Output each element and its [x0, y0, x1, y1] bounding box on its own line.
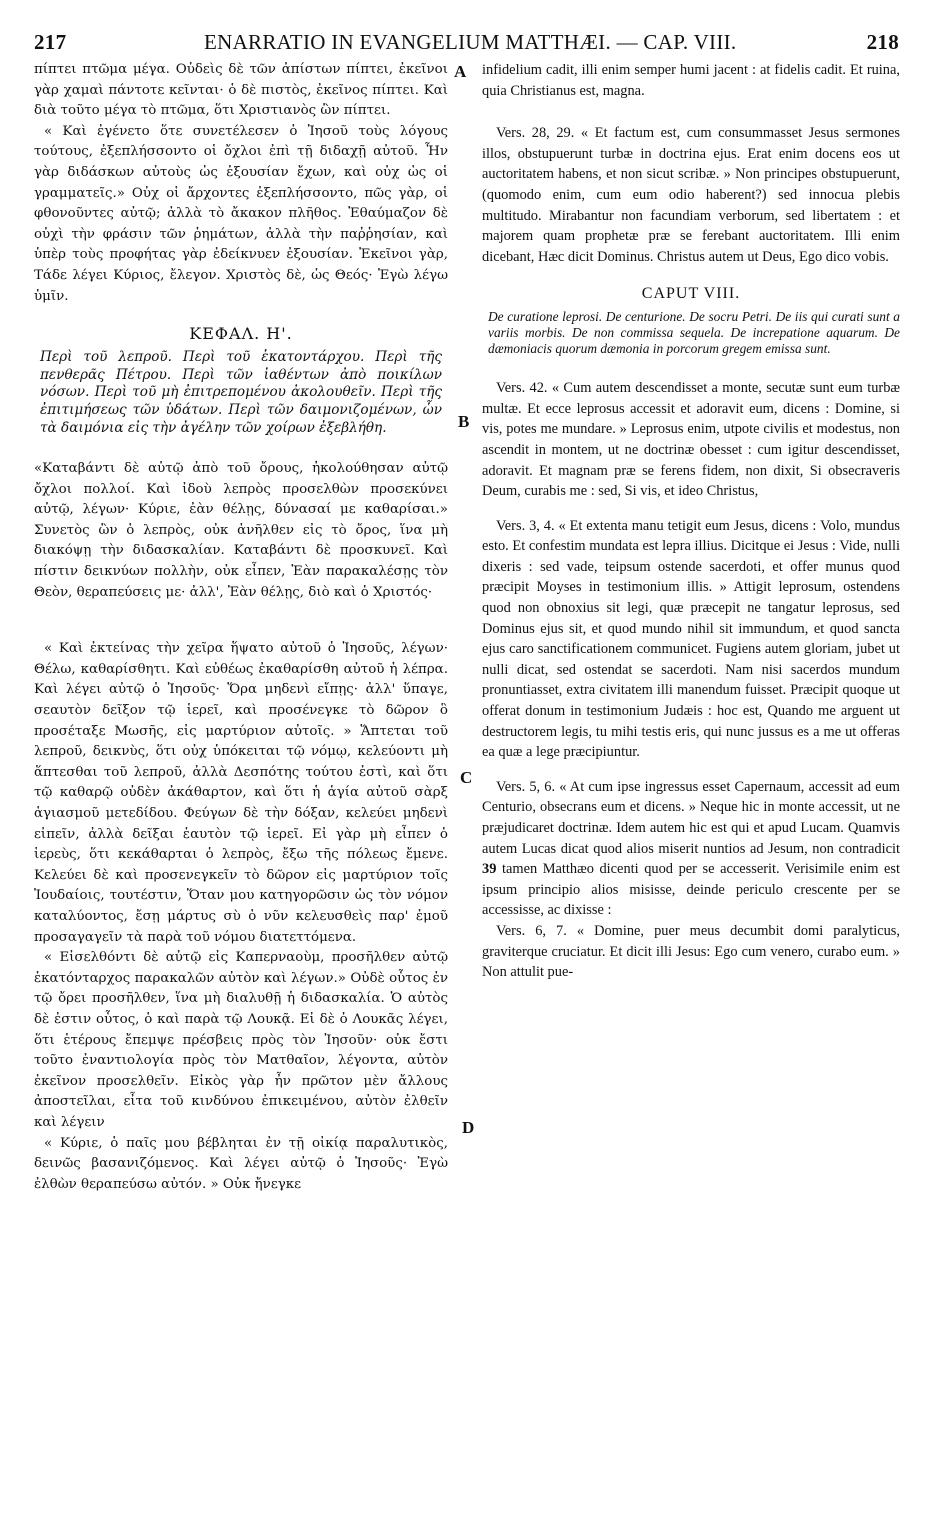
greek-paragraph-6: « Κύριε, ὁ παῖς μου βέβληται ἐν τῇ οἰκίᾳ παραλυτικὸς, δεινῶς βασανιζόμενος. Καὶ λέγει αὐτῷ ὁ Ἰησοῦς· Ἐγὼ ἐλθὼν θεραπεύσω αὐτόν. » Οὐκ ἤνεγκε: [34, 1135, 448, 1192]
latin-paragraph-1: infidelium cadit, illi enim semper humi jacent : at fidelis cadit. Et ruina, quia Christianus est, magna.: [482, 62, 900, 99]
latin-column: [482, 60, 900, 1530]
page-number-right: 218: [866, 30, 899, 54]
greek-chapter-title: ΚΕΦΑΛ. Η'.: [189, 324, 293, 344]
greek-paragraph-1: πίπτει πτῶμα μέγα. Οὐδεὶς δὲ τῶν ἀπίστων πίπτει, ἐκεῖνοι γὰρ χαμαὶ πάντοτε κεῖνται· ὁ δὲ πιστὸς, ἐκεῖνος πίπτει. Καὶ διὰ τοῦτο μέγα τὸ πτῶμα, ὅτι Χριστιανὸς ὢν πίπτει.: [34, 62, 448, 119]
greek-chapter-summary: Περὶ τοῦ λεπροῦ. Περὶ τοῦ ἑκατοντάρχου. Περὶ τῆς πενθερᾶς Πέτρου. Περὶ τῶν ἰαθέντων ἀπὸ ποικίλων νόσων. Περὶ τοῦ μὴ ἐπιτρεπομένου ἀκολουθεῖν. Περὶ τῆς ἐπιτιμήσεως τῶν ὑδάτων. Περὶ τῶν δαιμονιζομένων, ὧν τὰ δαιμόνια εἰς τὴν ἀγέλην τῶν χοίρων ἐξεβλήθη.: [40, 349, 442, 436]
margin-letter-b: B: [458, 412, 470, 431]
margin-letter-d: D: [462, 1118, 475, 1137]
latin-paragraph-4: Vers. 3, 4. « Et extenta manu tetigit eum Jesus, dicens : Volo, mundus esto. Et confestim mundata est lepra illius. Dicitque ei Jesus : Vide, nulli dixeris : sed vade, teipsum ostende sacerdoti, et offer munus quod præcipit Moyses in testimonium illis. » Attigit leprosum, ostendens quod non obnoxius sit legi, quæ præcepit ne tangatur leprosus, sed Dominus ejus sit, et quod mundo nihil sit immundum, et quod sancta ejus caro sanctificationem communicet. Fugiens autem gloriam, jubet ut nulli dicat, sed ostendat se sacerdoti. Nam nisi sacerdos mundum pronuntiasset, extra civitatem illi manendum fuisset. Præcipit quoque ut offerat donum in testimonium Judæis : hoc est, Quando me arguent ut destructorem legis, tu mihi testis eris, qui nunc jussus es a me ut offeras ea quæ a lege præcipiuntur.: [482, 517, 900, 761]
latin-paragraph-5-part-b: tamen Matthæo dicenti quod per se accesserit. Verisimile enim est ipsum principio alios misisse, deinde periculo crescente per se accessisse, ac dixisse :: [482, 861, 900, 919]
page-number-left: 217: [34, 30, 67, 54]
latin-chapter-summary: De curatione leprosi. De centurione. De socru Petri. De iis qui curati sunt a variis morbis. De non commissa sequela. De increpatione aquarum. De dæmoniacis quorum dæmonia in porcorum gregem emissa sunt.: [488, 309, 900, 356]
latin-paragraph-5-part-a: Vers. 5, 6. « At cum ipse ingressus esset Capernaum, accessit ad eum Centurio, obsecrans eum et dicens. » Neque hic in monte accessit, ut ne præjudicaret doctrinæ. Idem autem hic est qui et apud Lucam. Quamvis autem Lucas dicat quod alios miserit nuntios ad Jesum, non contradicit: [482, 778, 900, 857]
greek-paragraph-5: « Εἰσελθόντι δὲ αὐτῷ εἰς Καπερναοὺμ, προσῆλθεν αὐτῷ ἑκατόνταρχος παρακαλῶν αὐτὸν καὶ λέγων.» Οὐδὲ οὗτος ἐν τῷ ὄρει προσῆλθεν, ἵνα μὴ διαλυθῇ ἡ διδασκαλία. Ὁ αὐτὸς δὲ ἐστιν οὗτος, ὁ καὶ παρὰ τῷ Λουκᾷ. Εἰ δὲ ὁ Λουκᾶς λέγει, ὅτι ἑτέρους ἔπεμψε πρέσβεις πρὸς τὸν Ἰησοῦν· οὐκ ἔστι τοῦτο ἐναντιολογία πρὸς τὸν Ματθαῖον, λέγοντα, αὐτὸν ἐκεῖνον προσελθεῖν. Εἰκὸς γὰρ ἦν πρῶτον μὲν ἄλλους ἀποστεῖλαι, εἶτα τοῦ κινδύνου ἐπικειμένου, αὐτὸν ἐλθεῖν καὶ λέγειν: [34, 950, 448, 1130]
latin-paragraph-3: Vers. 42. « Cum autem descendisset a monte, secutæ sunt eum turbæ multæ. Et ecce leprosus accessit et adoravit eum, dicens : Domine, si vis, potes me mundare. » Leprosus enim, utpote civilis et modestus, non ascendit in montem, ut ne doctrinæ obesset : cum igitur descendisset, adoravit. Et magnam præ se ferens fidem, non dixit, Si obsecraveris Deum, curabis me : sed, Si vis, et ideo Christus,: [482, 380, 900, 500]
margin-letter-a: A: [454, 62, 467, 81]
latin-paragraph-5: [482, 777, 900, 921]
latin-chapter-title: CAPUT VIII.: [641, 285, 741, 303]
column-number: 39: [482, 861, 497, 878]
running-title: ENARRATIO IN EVANGELIUM MATTHÆI. — CAP. VIII.: [204, 30, 737, 54]
latin-paragraph-6: Vers. 6, 7. « Domine, puer meus decumbit domi paralyticus, graviterque cruciatur. Et dicit illi Jesus: Ego cum venero, curabo eum. » Non attulit pue-: [482, 922, 900, 981]
greek-paragraph-4: « Καὶ ἐκτείνας τὴν χεῖρα ἥψατο αὐτοῦ ὁ Ἰησοῦς, λέγων· Θέλω, καθαρίσθητι. Καὶ εὐθέως ἐκαθαρίσθη αὐτοῦ ἡ λέπρα. Καὶ λέγει αὐτῷ ὁ Ἰησοῦς· Ὅρα μηδενὶ εἴπῃς· ἀλλ' ὕπαγε, σεαυτὸν δεῖξον τῷ ἱερεῖ, καὶ προσένεγκε τὸ δῶρον ὃ προσέταξε Μωσῆς, εἰς μαρτύριον αὐτοῖς. » Ἅπτεται τοῦ λεπροῦ, δεικνὺς, ὅτι οὐχ ὑπόκειται τῷ νόμῳ, κελεύοντι μὴ ἅπτεσθαι τοῦ λεπροῦ, ἀλλὰ Δεσπότης τούτου ἐστὶ, καὶ ὅτι τῷ καθαρῷ οὐδὲν ἀκάθαρτον, καὶ ὅτι ἡ ἁγία αὐτοῦ σὰρξ ἁγιασμοῦ μετεδίδου. Φεύγων δὲ τὴν δόξαν, κελεύει μηδενὶ εἰπεῖν, ἀλλὰ δεῖξαι ἑαυτὸν τῷ ἱερεῖ. Εἰ γὰρ μὴ εἶπεν ὁ ἱερεὺς, ὅτι κεκάθαρται ὁ λεπρὸς, ἔξω τῆς πόλεως ἔμενε. Κελεύει δὲ καὶ προσενεγκεῖν τὸ δῶρον εἰς μαρτύριον τοῖς Ἰουδαίοις, τουτέστιν, Ὅταν μου κατηγορῶσιν ὡς τὸν νόμον καταλύοντος, ἔσῃ μάρτυς σὺ ὁ νῦν κελευσθεὶς παρ' ἐμοῦ προσαγαγεῖν τὰ παρὰ τοῦ νόμου διατεττόμενα.: [34, 641, 448, 945]
page-header: [34, 30, 899, 56]
margin-letter-c: C: [460, 768, 473, 787]
greek-paragraph-2: « Καὶ ἐγένετο ὅτε συνετέλεσεν ὁ Ἰησοῦ τοὺς λόγους τούτους, ἐξεπλήσσοντο οἱ ὄχλοι ἐπὶ τῇ διδαχῇ αὐτοῦ. Ἦν γὰρ διδάσκων αὐτοὺς ὡς ἐξουσίαν ἔχων, καὶ οὐχ ὡς οἱ γραμματεῖς.» Οὐχ οἱ ἄρχοντες ἐξεπλήσσοντο, πῶς γὰρ, οἱ φθονοῦντες αὐτῷ; ἀλλὰ τὸ ἄκακον πλῆθος. Ἐθαύμαζον δὲ οὐχὶ τὴν φράσιν τῶν ῥημάτων, ἀλλὰ τὴν παῤῥησίαν, καὶ ὑπὲρ τοὺς προφήτας γὰρ ἐδείκνυεν ἐξουσίαν. Ἐκεῖνοι γὰρ, Τάδε λέγει Κύριος, ἔλεγον. Χριστὸς δὲ, ὡς Θεός· Ἐγὼ λέγω ὑμῖν.: [34, 123, 448, 304]
latin-paragraph-2: Vers. 28, 29. « Et factum est, cum consummasset Jesus sermones illos, obstupuerunt turbæ in doctrina ejus. Erat enim docens eos ut auctoritatem habens, et non sicut scribæ. » Non principes obstupuerunt, (quomodo enim, cum eum odio haberent?) sed innocua plebis multitudo. Mirabantur non facundiam verborum, sed libertatem : et majorem quam prophetæ præ se ferebant auctoritatem. Illi enim dicebant, Hæc dicit Dominus. Christus autem ut Deus, Ego dico vobis.: [482, 125, 900, 265]
greek-paragraph-3: «Καταβάντι δὲ αὐτῷ ἀπὸ τοῦ ὄρους, ἠκολούθησαν αὐτῷ ὄχλοι πολλοί. Καὶ ἰδοὺ λεπρὸς προσελθὼν προσεκύνει αὐτῷ, λέγων· Κύριε, ἐὰν θέλῃς, δύνασαί με καθαρίσαι.» Συνετὸς ὢν ὁ λεπρὸς, οὐκ ἀνῆλθεν εἰς τὸ ὄρος, ἵνα μὴ διακόψῃ τὴν διδασκαλίαν. Καταβάντι δὲ προσκυνεῖ. Καὶ πίστιν δεικνύων πολλὴν, οὐκ εἶπεν, Ἐὰν παρακαλέσῃς τὸν Θεὸν, θεραπεύσεις με· ἀλλ', Ἐὰν θέλῃς, διὸ καὶ ὁ Χριστός·: [34, 461, 448, 600]
greek-column: [34, 60, 448, 1530]
